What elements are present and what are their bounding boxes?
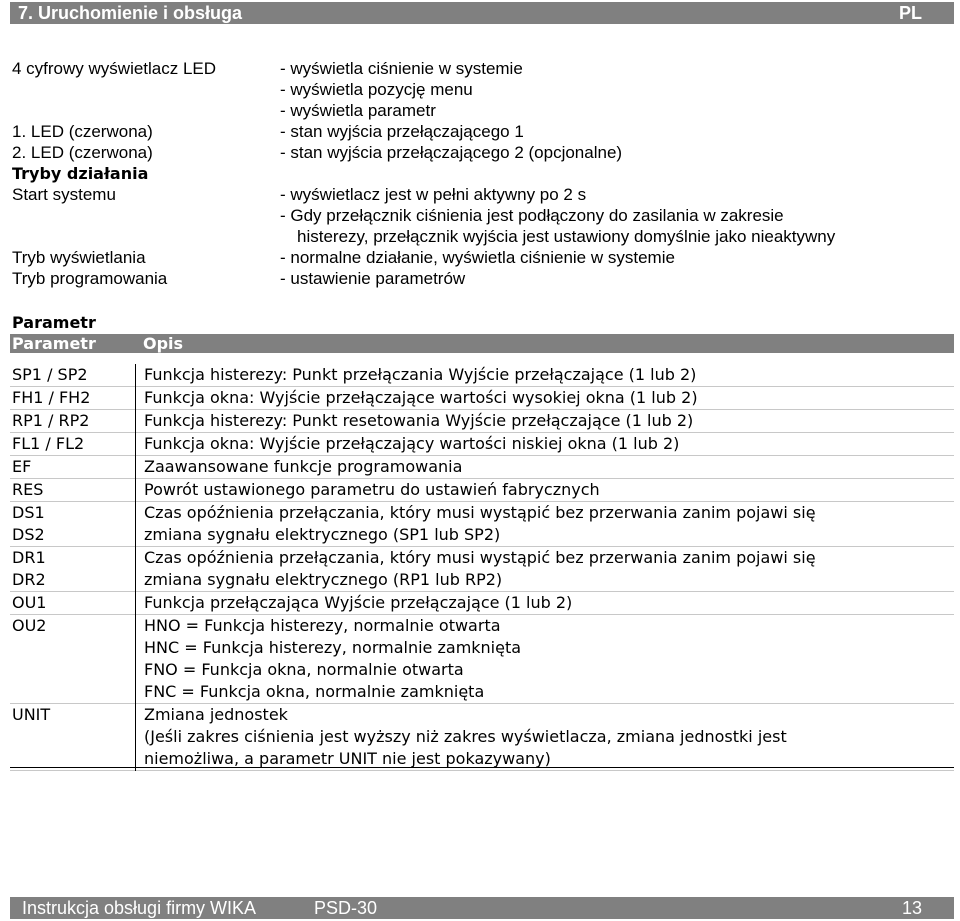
- led-display-line: - wyświetla ciśnienie w systemie: [280, 59, 523, 78]
- led-display-label: 4 cyfrowy wyświetlacz LED: [12, 59, 217, 78]
- parameter-code: SP1 / SP2: [12, 365, 88, 384]
- column-divider: [135, 364, 136, 771]
- parameter-description: niemożliwa, a parametr UNIT nie jest pokazywany): [144, 749, 551, 768]
- header-bar: [10, 2, 954, 24]
- led-display-line: - wyświetla pozycję menu: [280, 80, 473, 99]
- parameter-description: Funkcja okna: Wyjście przełączające wartości wysokiej okna (1 lub 2): [144, 388, 698, 407]
- parameter-description: zmiana sygnału elektrycznego (SP1 lub SP2): [144, 525, 501, 544]
- parameter-description: Funkcja histerezy: Punkt przełączania Wyjście przełączające (1 lub 2): [144, 365, 697, 384]
- parameter-code: FH1 / FH2: [12, 388, 91, 407]
- footer-title: Instrukcja obsługi firmy WIKA: [22, 898, 257, 918]
- modes-heading: Tryby działania: [12, 164, 149, 183]
- parameter-description: Funkcja przełączająca Wyjście przełączające (1 lub 2): [144, 593, 573, 612]
- table-row: [10, 410, 954, 433]
- parameter-description: Powrót ustawionego parametru do ustawień fabrycznych: [144, 480, 600, 499]
- column-header-description: Opis: [143, 334, 184, 353]
- parameter-code: DS1: [12, 503, 45, 522]
- intro-section: [12, 58, 952, 289]
- led1-label: 1. LED (czerwona): [12, 122, 153, 141]
- parameter-table: [10, 364, 954, 771]
- table-row: [10, 615, 954, 704]
- prog-mode-label: Tryb programowania: [12, 269, 168, 288]
- footer-bar: [10, 897, 954, 919]
- parameter-description: zmiana sygnału elektrycznego (RP1 lub RP2): [144, 570, 503, 589]
- parameter-code: FL1 / FL2: [12, 434, 85, 453]
- parameter-description: HNC = Funkcja histerezy, normalnie zamknięta: [144, 638, 522, 657]
- parameter-heading: Parametr: [12, 313, 96, 332]
- parameter-description: Zmiana jednostek: [144, 705, 288, 724]
- table-row: [10, 364, 954, 387]
- led-display-line: - wyświetla parametr: [280, 101, 436, 120]
- table-header: [10, 334, 954, 353]
- table-row: [10, 547, 954, 592]
- parameter-description: FNO = Funkcja okna, normalnie otwarta: [144, 660, 464, 679]
- start-label: Start systemu: [12, 185, 116, 204]
- language-code: PL: [898, 3, 922, 23]
- parameter-code: OU2: [12, 616, 47, 635]
- led1-line: - stan wyjścia przełączającego 1: [280, 122, 524, 141]
- parameter-code: EF: [12, 457, 32, 476]
- start-line: histerezy, przełącznik wyjścia jest ustawiony domyślnie jako nieaktywny: [297, 227, 836, 246]
- table-bottom-rule: [10, 767, 954, 768]
- parameter-code: DR1: [12, 548, 46, 567]
- parameter-description: (Jeśli zakres ciśnienia jest wyższy niż zakres wyświetlacza, zmiana jednostki jest: [144, 727, 787, 746]
- parameter-code: DS2: [12, 525, 45, 544]
- table-row: [10, 704, 954, 771]
- section-title: 7. Uruchomienie i obsługa: [18, 3, 243, 23]
- parameter-description: Funkcja okna: Wyjście przełączający wartości niskiej okna (1 lub 2): [144, 434, 680, 453]
- display-mode-line: - normalne działanie, wyświetla ciśnienie w systemie: [280, 248, 675, 267]
- led2-line: - stan wyjścia przełączającego 2 (opcjonalne): [280, 143, 623, 162]
- parameter-code: OU1: [12, 593, 47, 612]
- prog-mode-line: - ustawienie parametrów: [280, 269, 466, 288]
- parameter-code: UNIT: [12, 705, 51, 724]
- table-row: [10, 502, 954, 547]
- parameter-code: RP1 / RP2: [12, 411, 90, 430]
- table-row: [10, 456, 954, 479]
- footer-model: PSD-30: [314, 898, 378, 918]
- led2-label: 2. LED (czerwona): [12, 143, 153, 162]
- table-row: [10, 479, 954, 502]
- parameter-description: Czas opóźnienia przełączania, który musi wystąpić bez przerwania zanim pojawi się: [144, 503, 816, 522]
- parameter-description: Zaawansowane funkcje programowania: [144, 457, 463, 476]
- start-line: - wyświetlacz jest w pełni aktywny po 2 s: [280, 185, 587, 204]
- parameter-description: Funkcja histerezy: Punkt resetowania Wyjście przełączające (1 lub 2): [144, 411, 694, 430]
- table-row: [10, 592, 954, 615]
- page-number: 13: [901, 898, 922, 918]
- table-row: [10, 387, 954, 410]
- table-row: [10, 433, 954, 456]
- parameter-code: DR2: [12, 570, 46, 589]
- column-header-parameter: Parametr: [12, 334, 96, 353]
- start-line: - Gdy przełącznik ciśnienia jest podłączony do zasilania w zakresie: [280, 206, 784, 225]
- parameter-description: HNO = Funkcja histerezy, normalnie otwarta: [144, 616, 501, 635]
- parameter-code: RES: [12, 480, 44, 499]
- parameter-description: Czas opóźnienia przełączania, który musi wystąpić bez przerwania zanim pojawi się: [144, 548, 816, 567]
- display-mode-label: Tryb wyświetlania: [12, 248, 146, 267]
- parameter-description: FNC = Funkcja okna, normalnie zamknięta: [144, 682, 485, 701]
